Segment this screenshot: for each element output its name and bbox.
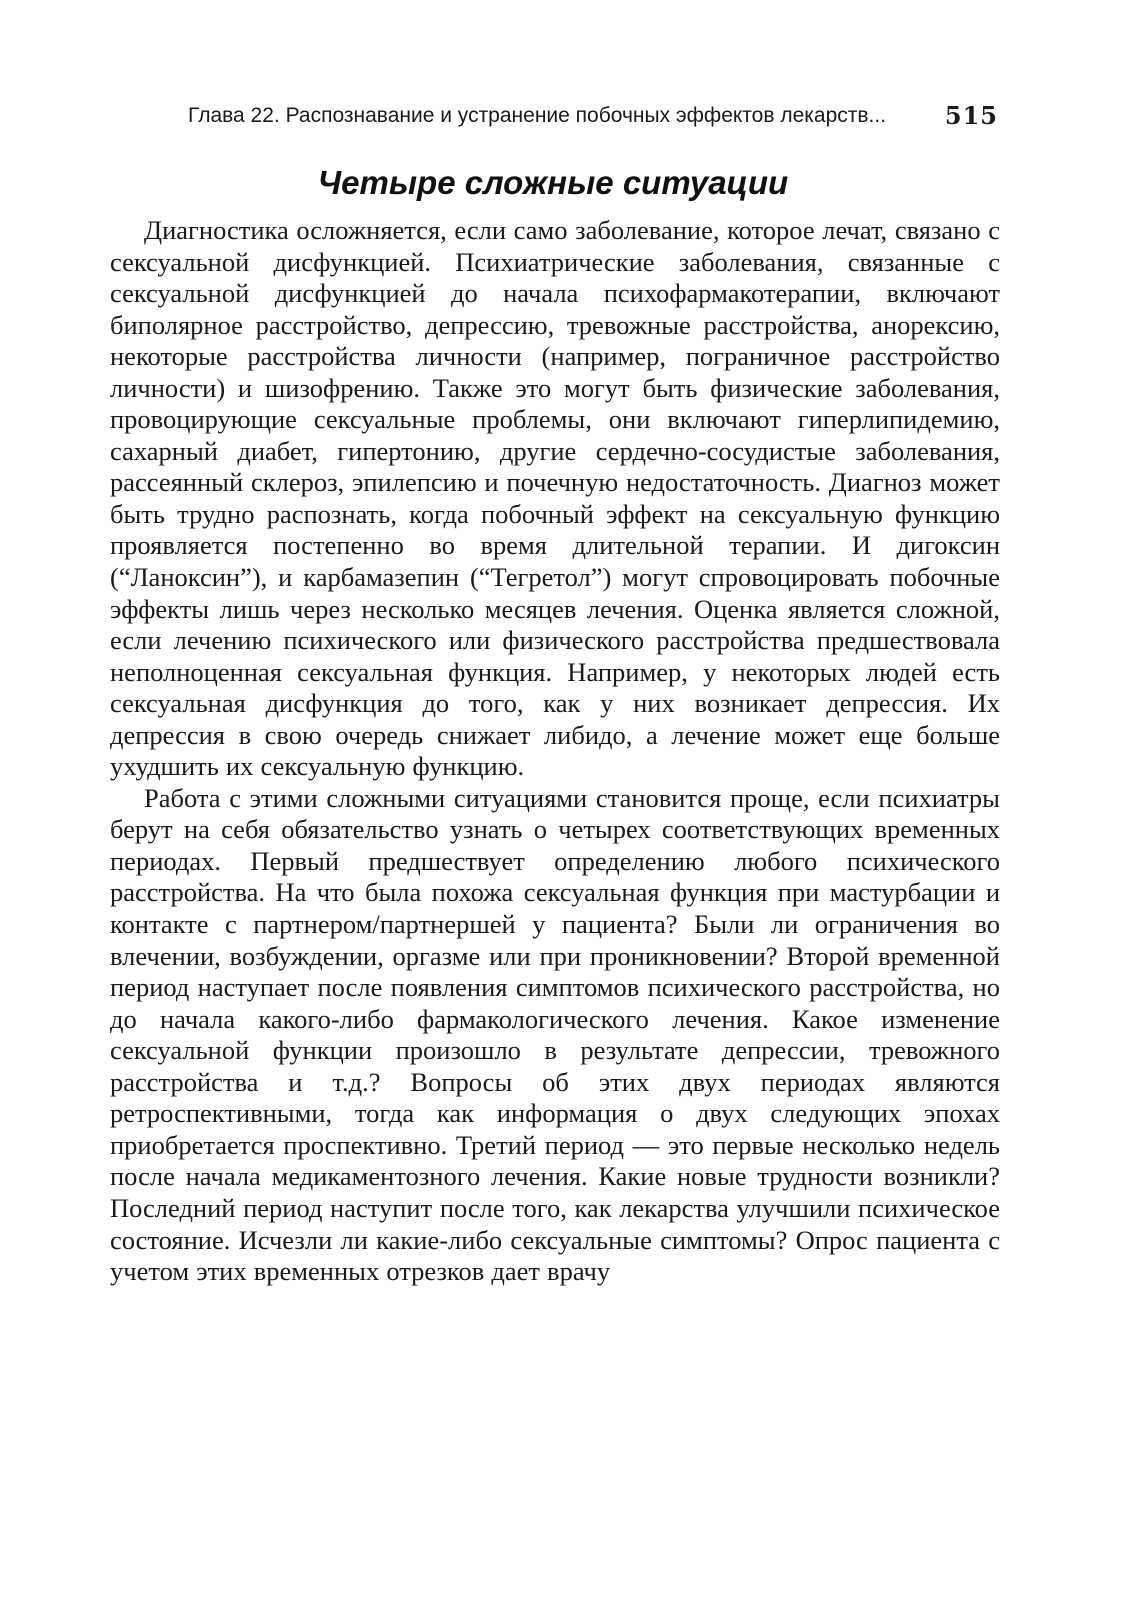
paragraph: Работа с этими сложными ситуациями становится проще, если психиатры берут на себя обязательство узнать о четырех соответствующих временных периодах. Первый предшествует определению любого психического расстройства. На что была похожа сексуальная функция при мастурбации и контакте с партнером/партнершей у пациента? Были ли ограничения во влечении, возбуждении, оргазме или при проникновении? Второй временной период наступает после появления симптомов психического расстройства, но до начала какого-либо фармакологического лечения. Какое изменение сексуальной функции произошло в результате депрессии, тревожного расстройства и т.д.? Вопросы об этих двух периодах являются ретроспективными, тогда как информация о двух следующих эпохах приобретается проспективно. Третий период — это первые несколько недель после начала медикаментозного лечения. Какие новые трудности возникли? Последний период наступит после того, как лекарства улучшили психическое состояние. Исчезли ли какие-либо сексуальные симптомы? Опрос пациента с учетом этих временных отрезков дает врачу	[110, 782, 1000, 1287]
running-header	[188, 96, 998, 136]
page-number: 515	[944, 101, 998, 130]
section-title: Четыре сложные ситуации	[317, 164, 789, 201]
paragraph: Диагностика осложняется, если само заболевание, которое лечат, связано с сексуальной дисфункцией. Психиатрические заболевания, связанные с сексуальной дисфункцией до начала психофармакотерапии, включают биполярное расстройство, депрессию, тревожные расстройства, анорексию, некоторые расстройства личности (например, пограничное расстройство личности) и шизофрению. Также это могут быть физические заболевания, провоцирующие сексуальные проблемы, они включают гиперлипидемию, сахарный диабет, гипертонию, другие сердечно-сосудистые заболевания, рассеянный склероз, эпилепсию и почечную недостаточность. Диагноз может быть трудно распознать, когда побочный эффект на сексуальную функцию проявляется постепенно во время длительной терапии. И дигоксин (“Ланоксин”), и карбамазепин (“Тегретол”) могут спровоцировать побочные эффекты лишь через несколько месяцев лечения. Оценка является сложной, если лечению психического или физического расстройства предшествовала неполноценная сексуальная функция. Например, у некоторых людей есть сексуальная дисфункция до того, как у них возникает депрессия. Их депрессия в свою очередь снижает либидо, а лечение может еще больше ухудшить их сексуальную функцию.	[110, 215, 1000, 782]
running-header-title: Глава 22. Распознавание и устранение побочных эффектов лекарств...	[188, 104, 887, 127]
body-text	[110, 215, 1000, 1288]
